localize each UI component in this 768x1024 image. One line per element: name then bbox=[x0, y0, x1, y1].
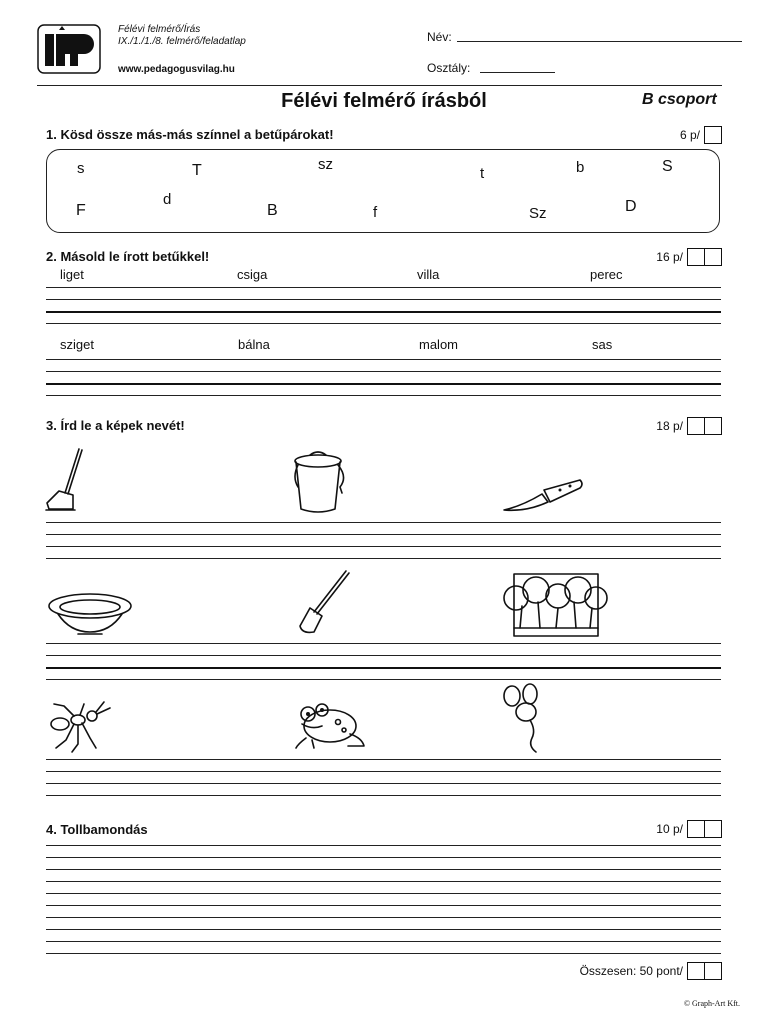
writing-line[interactable] bbox=[46, 679, 721, 680]
writing-line[interactable] bbox=[46, 783, 721, 784]
writing-line[interactable] bbox=[46, 359, 721, 360]
knife-icon bbox=[502, 476, 584, 514]
spade-icon bbox=[296, 568, 352, 636]
task4-points-label: 10 p/ bbox=[656, 822, 683, 836]
task4-title: 4. Tollbamondás bbox=[46, 822, 148, 837]
letter-item[interactable]: sz bbox=[318, 156, 333, 173]
writing-line[interactable] bbox=[46, 667, 721, 669]
letter-matching-box bbox=[46, 149, 720, 233]
copy-word: bálna bbox=[238, 337, 270, 352]
writing-line[interactable] bbox=[46, 845, 721, 846]
letter-item[interactable]: F bbox=[76, 202, 86, 219]
task4-score-box[interactable] bbox=[687, 820, 722, 838]
writing-line[interactable] bbox=[46, 857, 721, 858]
shovel-icon bbox=[45, 445, 87, 515]
copy-word: liget bbox=[60, 267, 84, 282]
writing-line[interactable] bbox=[46, 917, 721, 918]
letter-item[interactable]: B bbox=[267, 202, 278, 219]
writing-line[interactable] bbox=[46, 655, 721, 656]
copy-word: villa bbox=[417, 267, 440, 282]
copy-word: sziget bbox=[60, 337, 94, 352]
writing-line[interactable] bbox=[46, 643, 721, 644]
publisher-logo bbox=[37, 24, 101, 74]
balloon-icon bbox=[500, 682, 550, 754]
total-points bbox=[580, 962, 722, 980]
name-field[interactable] bbox=[457, 41, 742, 42]
page-title: Félévi felmérő írásból bbox=[281, 90, 487, 112]
bucket-icon bbox=[295, 452, 344, 512]
writing-line[interactable] bbox=[46, 953, 721, 954]
header-divider bbox=[37, 85, 722, 86]
copy-word: perec bbox=[590, 267, 623, 282]
writing-line[interactable] bbox=[46, 522, 721, 523]
writing-line[interactable] bbox=[46, 869, 721, 870]
task1-title: 1. Kösd össze más-más színnel a betűpárokat! bbox=[46, 127, 334, 142]
copy-word: sas bbox=[592, 337, 613, 352]
class-field[interactable] bbox=[480, 72, 555, 73]
website-label: www.pedagogusvilag.hu bbox=[118, 64, 235, 75]
task2-points bbox=[656, 248, 722, 266]
ant-icon bbox=[46, 696, 114, 754]
total-score-box[interactable] bbox=[687, 962, 722, 980]
writing-line[interactable] bbox=[46, 534, 721, 535]
writing-line[interactable] bbox=[46, 929, 721, 930]
writing-line[interactable] bbox=[46, 558, 721, 559]
letter-item[interactable]: d bbox=[163, 191, 172, 208]
letter-item[interactable]: b bbox=[576, 159, 585, 176]
copy-word: csiga bbox=[237, 267, 268, 282]
task3-points-label: 18 p/ bbox=[656, 419, 683, 433]
writing-line[interactable] bbox=[46, 759, 721, 760]
letter-item[interactable]: f bbox=[373, 204, 378, 221]
letter-item[interactable]: Sz bbox=[529, 205, 547, 222]
task2-title: 2. Másold le írott betűkkel! bbox=[46, 249, 210, 264]
writing-line[interactable] bbox=[46, 371, 721, 372]
task1-points bbox=[680, 126, 722, 144]
copyright-label: © Graph-Art Kft. bbox=[683, 999, 740, 1008]
task2-points-label: 16 p/ bbox=[656, 250, 683, 264]
task3-title: 3. Írd le a képek nevét! bbox=[46, 418, 185, 433]
letter-item[interactable]: S bbox=[662, 158, 673, 175]
writing-line[interactable] bbox=[46, 941, 721, 942]
copy-word: malom bbox=[419, 337, 459, 352]
task4-points bbox=[656, 820, 722, 838]
writing-line[interactable] bbox=[46, 383, 721, 385]
bowl-icon bbox=[46, 590, 134, 638]
group-label: B csoport bbox=[642, 91, 717, 108]
writing-line[interactable] bbox=[46, 771, 721, 772]
letter-item[interactable]: s bbox=[77, 160, 85, 177]
task1-score-box[interactable] bbox=[704, 126, 722, 144]
name-label: Név: bbox=[427, 30, 452, 44]
writing-line[interactable] bbox=[46, 311, 721, 313]
writing-line[interactable] bbox=[46, 795, 721, 796]
total-points-label: Összesen: 50 pont/ bbox=[579, 964, 683, 978]
letter-item[interactable]: D bbox=[625, 198, 637, 215]
writing-line[interactable] bbox=[46, 893, 721, 894]
writing-line[interactable] bbox=[46, 395, 721, 396]
worksheet-subtitle: Félévi felmérő/Írás bbox=[118, 24, 201, 35]
frog-icon bbox=[292, 700, 366, 752]
task1-points-label: 6 p/ bbox=[679, 128, 700, 142]
class-label: Osztály: bbox=[427, 61, 471, 75]
writing-line[interactable] bbox=[46, 287, 721, 288]
task2-score-box[interactable] bbox=[687, 248, 722, 266]
letter-item[interactable]: T bbox=[192, 162, 202, 179]
writing-line[interactable] bbox=[46, 323, 721, 324]
task3-score-box[interactable] bbox=[687, 417, 722, 435]
writing-line[interactable] bbox=[46, 546, 721, 547]
writing-line[interactable] bbox=[46, 881, 721, 882]
worksheet-code: IX./1./1./8. felmérő/feladatlap bbox=[118, 36, 246, 47]
task3-points bbox=[656, 417, 722, 435]
writing-line[interactable] bbox=[46, 905, 721, 906]
letter-item[interactable]: t bbox=[480, 165, 485, 182]
forest-icon bbox=[500, 572, 608, 638]
writing-line[interactable] bbox=[46, 299, 721, 300]
